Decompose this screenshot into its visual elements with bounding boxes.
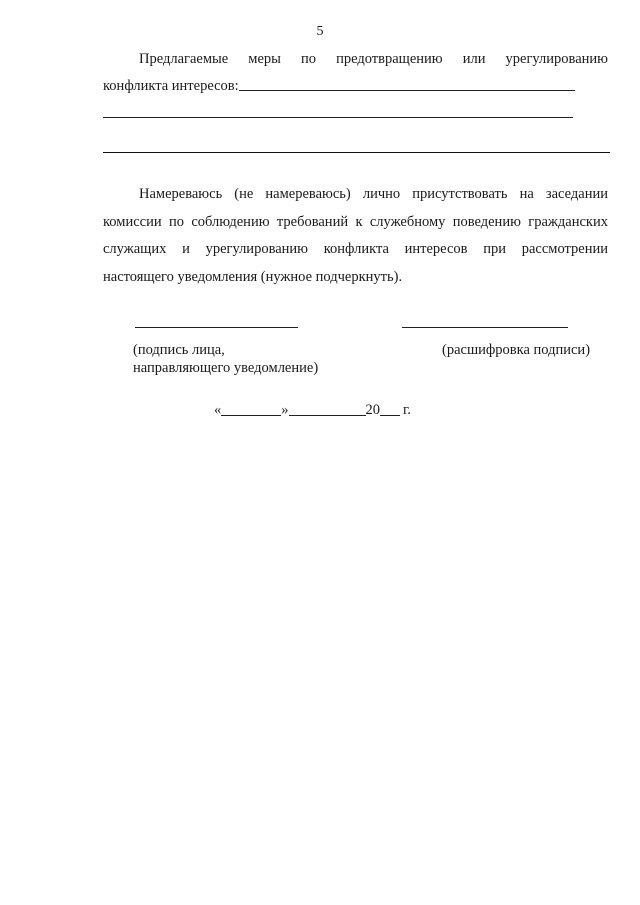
attendance-intent-paragraph: Намереваюсь (не намереваюсь) лично присутствовать на заседании комиссии по соблюдению требований к служебному поведению гражданских служащих и урегулированию конфликта интересов при рассмотрении настоящего уведомления (нужное подчеркнуть). [103,186,608,285]
date-year-suffix: г. [403,402,411,418]
measures-fill-line-2[interactable] [103,117,573,118]
date-month-blank[interactable] [289,415,366,416]
measures-fill-line-1[interactable] [239,90,575,91]
date-field [214,401,411,419]
proposed-measures-heading: Предлагаемые меры по предотвращению или урегулированию [139,51,608,67]
date-century: 20 [365,402,380,418]
date-year-blank[interactable] [380,415,400,416]
conflict-of-interest-label: конфликта интересов: [103,78,239,94]
page-number: 5 [316,24,324,39]
date-close-quote: » [281,402,289,418]
signature-caption-line-2: направляющего уведомление) [133,360,319,376]
signature-decryption-caption: (расшифровка подписи) [442,342,591,358]
signature-line[interactable] [135,327,298,328]
date-open-quote: « [214,402,222,418]
signature-caption [133,341,318,377]
proposed-measures-section [103,49,608,95]
proposed-measures-label-row [103,69,608,95]
signature-caption-line-1: (подпись лица, [133,342,225,358]
signature-decryption-line[interactable] [402,327,568,328]
date-day-blank[interactable] [221,415,281,416]
measures-fill-line-3[interactable] [103,152,610,153]
